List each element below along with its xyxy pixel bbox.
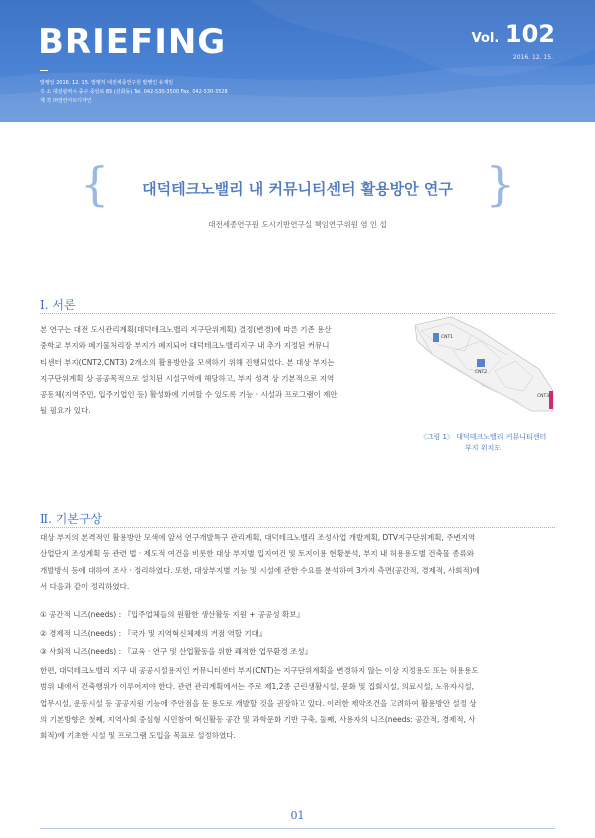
text-line: 본 연구는 대전 도시관리계획(대덕테크노밸리 지구단위계획) 결정(변경)에 따른 기존 용산 [40,325,332,334]
text-line: 회적)에 기초한 시설 및 프로그램 도입을 목표로 설정하였다. [40,731,236,741]
text-line: 한편, 대덕테크노밸리 지구 내 공공시설용지인 커뮤니티센터 부지(CNT)는 지구단위계획을 변경하지 않는 이상 지정용도 또는 허용용도 [40,666,479,675]
issue-date: 2016. 12. 15. [512,54,553,61]
footer-divider [40,828,555,829]
section-divider [40,527,555,528]
meta-line: 주 소 대전광역시 중구 중앙로 85 (선화동) Tel. 042-530-3500 Fax. 042-530-3528 [40,89,228,95]
text-line: 될 필요가 있다. [40,406,91,416]
volume-badge [472,20,555,48]
title-block [0,158,595,218]
caption-line: 부지 위치도 [464,444,502,452]
text-line: 의 기본방향은 첫째, 지역사회 중심형 시민참여 혁신활동 공간 및 과학문화 기반 구축, 둘째, 사용자의 니즈(needs: 공간적, 경제적, 사 [40,714,476,724]
text-line: 범위 내에서 건축행위가 이루어져야 한다. 관련 관리계획에서는 주로 제1,2종 근린생활시설, 문화 및 집회시설, 의료시설, 노유자시설, [40,682,474,692]
list-item: ③ 사회적 니즈(needs) : 『교육 · 연구 및 산업활동을 위한 쾌적한 업무환경 조성』 [40,647,313,656]
needs-list [40,606,312,662]
page-title: 대덕테크노밸리 내 커뮤니티센터 활용방안 연구 [142,180,453,198]
figure-caption [398,432,568,454]
publication-meta [40,79,228,106]
introduction-paragraph [40,322,384,420]
page-number: 01 [290,809,305,822]
volume-number: 102 [504,20,555,48]
meta-line: 발행일 2016. 12. 15. 발행처 대전세종연구원 발행인 유재일 [40,80,174,86]
section-heading-introduction: Ⅰ. 서론 [40,298,76,312]
cnt2-marker [477,359,485,367]
cnt3-marker [549,391,553,409]
cnt2-label: CNT2 [475,370,488,375]
cnt1-label: CNT1 [441,335,454,340]
caption-line: 〈그림 1〉 대덕테크노밸리 커뮤니티센터 [419,433,547,441]
site-location-map [411,311,558,417]
cnt1-marker [433,333,439,342]
header-band [0,0,595,122]
text-line: 지구단위계획 상 공공목적으로 설치된 시설구역에 해당하고, 부지 성격 상 기본적으로 지역 [40,373,335,383]
left-brace: { [80,157,110,211]
text-line: 공동체(지역주민, 입주기업인 등) 활성화에 기여할 수 있도록 기능 · 시설과 프로그램이 제안 [40,390,338,400]
text-line: 서 다음과 같이 정리하였다. [40,581,130,591]
text-line: 대상 부지의 본격적인 활용방안 모색에 앞서 연구개발특구 관리계획, 대덕테크노밸리 조성사업 개발계획, DTV지구단위계획, 주변지역 [40,533,476,542]
text-line: 업무시설, 운동시설 등 공공지원 기능에 주안점을 둔 용도로 개발할 것을 권장하고 있다. 이러한 제약조건을 고려하여 활용방안 설정 상 [40,698,477,708]
text-line: 티센터 부지(CNT2,CNT3) 2개소의 활용방안을 모색하기 위해 진행되었다. 본 대상 부지는 [40,357,335,367]
direction-paragraph [40,663,555,744]
basic-concept-paragraph [40,530,555,595]
text-line: 산업단지 조성계획 등 관련 법 · 제도적 여건을 비롯한 대상 부지별 입지여건 및 토지이용 현황분석, 부지 내 허용용도별 건축물 종류와 [40,549,475,559]
text-line: 중학교 부지와 폐기물처리장 부지가 폐지되어 대덕테크노밸리지구 내 추가 지정된 커뮤니 [40,341,330,351]
header-divider [40,70,48,71]
volume-label: Vol. [471,31,500,46]
right-brace: } [485,157,515,211]
brand-logo: BRIEFING [38,22,227,62]
text-line: 개발방식 등에 대하여 조사 · 정리하였다. 또한, 대상부지별 기능 및 시설에 관한 수요를 분석하여 3가지 측면(공간적, 경제적, 사회적)에 [40,565,480,575]
cnt3-label: CNT3 [537,394,550,399]
section-heading-basic-concept: Ⅱ. 기본구상 [40,512,103,526]
list-item: ① 공간적 니즈(needs) : 『입주업체들의 원활한 생산활동 지원 + 공공성 확보』 [40,610,305,619]
author-line: 대전세종연구원 도시기반연구실 책임연구위원 염 인 섭 [208,220,387,229]
meta-line: 제 작 ㈜열린아트디자인 [40,98,92,104]
list-item: ② 경제적 니즈(needs) : 『국가 및 지역혁신체제의 거점 역할 기대』 [40,628,267,638]
